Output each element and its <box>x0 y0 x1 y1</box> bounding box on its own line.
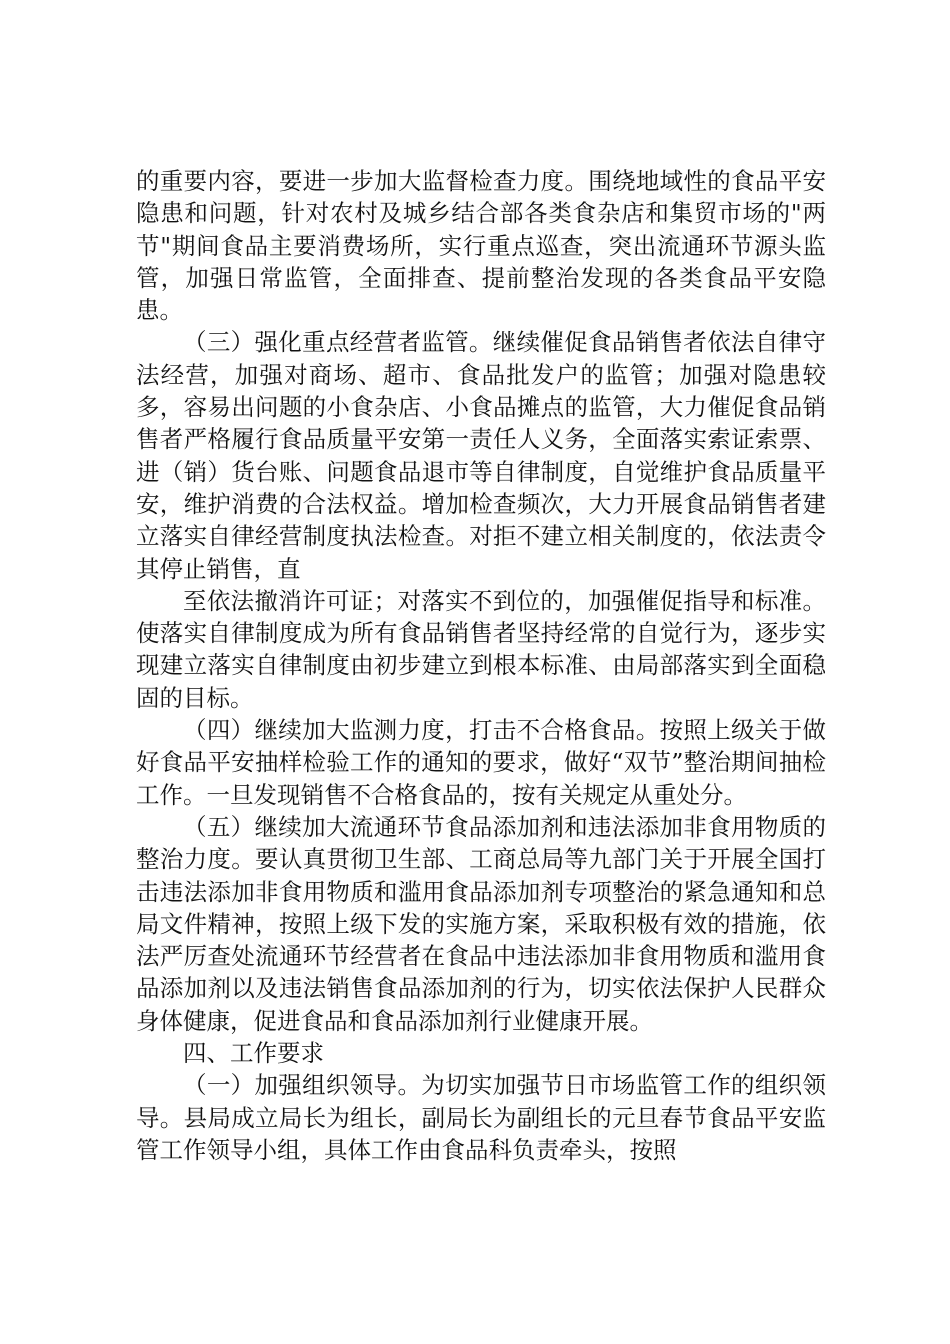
heading-work-requirements: 四、工作要求 <box>183 1039 324 1068</box>
paragraph-continuation: 的重要内容，要进一步加大监督检查力度。围绕地域性的食品平安隐患和问题，针对农村及城乡结合部各类食杂店和集贸市场的"两节"期间食品主要消费场所，实行重点巡查，突出流通环节源头监管，加强日常监管，全面排查、提前整治发现的各类食品平安隐患。 <box>136 167 826 325</box>
paragraph-section-3-cont: 至依法撤消许可证；对落实不到位的，加强催促指导和标准。使落实自律制度成为所有食品销售者坚持经常的自觉行为，逐步实现建立落实自律制度由初步建立到根本标准、由局部落实到全面稳固的目标。 <box>136 586 826 712</box>
document-body <box>136 165 826 1166</box>
paragraph-section-3: （三）强化重点经营者监管。继续催促食品销售者依法自律守法经营，加强对商场、超市、食品批发户的监管；加强对隐患较多，容易出问题的小食杂店、小食品摊点的监管，大力催促食品销售者严格履行食品质量平安第一责任人义务，全面落实索证索票、进（销）货台账、问题食品退市等自律制度，自觉维护食品质量平安，维护消费的合法权益。增加检查频次，大力开展食品销售者建立落实自律经营制度执法检查。对拒不建立相关制度的，依法责令其停止销售，直 <box>136 328 826 583</box>
paragraph-section-4: （四）继续加大监测力度，打击不合格食品。按照上级关于做好食品平安抽样检验工作的通知的要求，做好“双节”整治期间抽检工作。一旦发现销售不合格食品的，按有关规定从重处分。 <box>136 716 826 809</box>
paragraph-section-5: （五）继续加大流通环节食品添加剂和违法添加非食用物质的整治力度。要认真贯彻卫生部、工商总局等九部门关于开展全国打击违法添加非食用物质和滥用食品添加剂专项整治的紧急通知和总局文件精神，按照上级下发的实施方案，采取积极有效的措施，依法严厉查处流通环节经营者在食品中违法添加非食用物质和滥用食品添加剂以及违法销售食品添加剂的行为，切实依法保护人民群众身体健康，促进食品和食品添加剂行业健康开展。 <box>136 812 826 1035</box>
paragraph-requirement-1: （一）加强组织领导。为切实加强节日市场监管工作的组织领导。县局成立局长为组长，副局长为副组长的元旦春节食品平安监管工作领导小组，具体工作由食品科负责牵头，按照 <box>136 1071 826 1164</box>
